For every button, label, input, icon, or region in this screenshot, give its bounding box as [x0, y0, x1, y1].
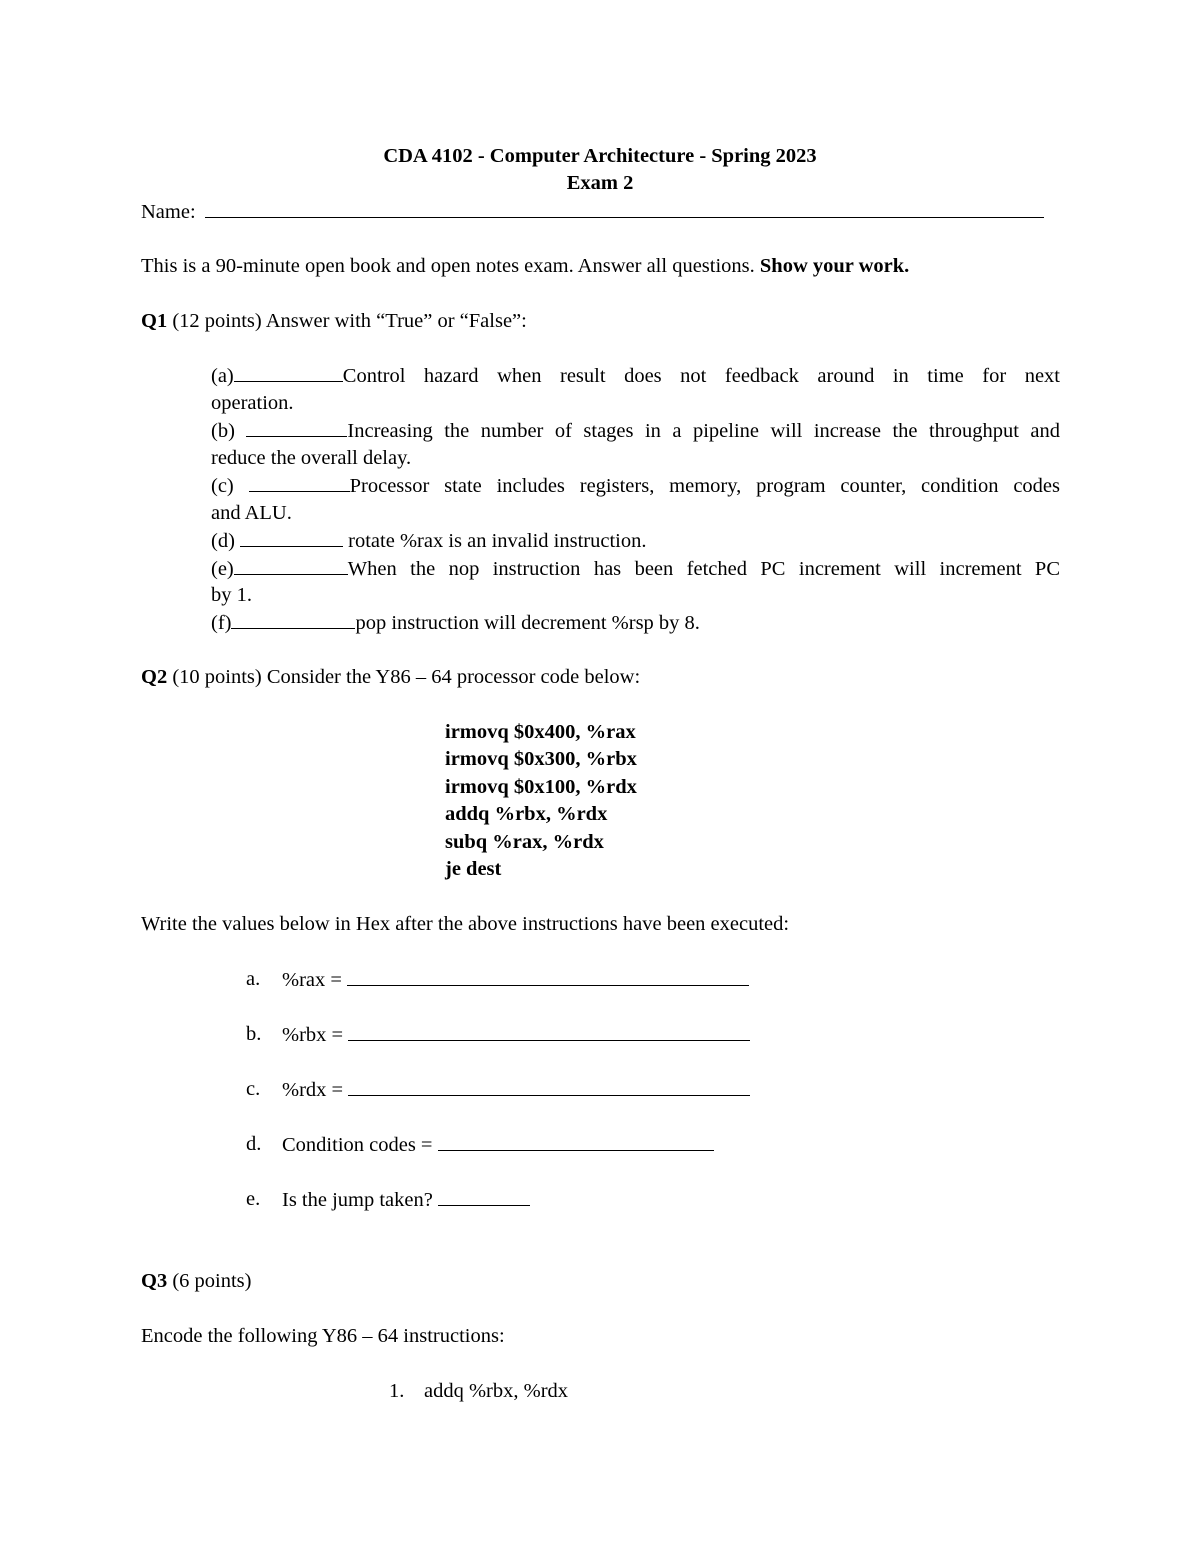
- q2-write-prompt: Write the values below in Hex after the above instructions have been executed:: [141, 913, 790, 935]
- name-label: Name:: [141, 201, 196, 223]
- q1-item-f: [211, 609, 700, 637]
- code-line: irmovq $0x100, %rdx: [445, 776, 637, 798]
- q1-item-marker: (f): [211, 612, 232, 634]
- q1-answer-blank-e[interactable]: [234, 555, 348, 575]
- q1-answer-blank-a[interactable]: [234, 362, 343, 382]
- q2-heading: [141, 664, 640, 691]
- code-line: je dest: [445, 858, 502, 880]
- q2-answer-row: [282, 1131, 714, 1159]
- q1-prompt: (12 points) Answer with “True” or “False”:: [172, 310, 527, 332]
- q2-answer-row: [282, 1076, 750, 1104]
- q3-heading: [141, 1268, 251, 1295]
- code-line: addq %rbx, %rdx: [445, 803, 608, 825]
- q1-item-text: pop instruction will decrement %rsp by 8.: [355, 612, 700, 634]
- q3-label: Q3: [141, 1270, 168, 1292]
- name-row: [141, 198, 1044, 226]
- exam-title: CDA 4102 - Computer Architecture - Spring 2023: [383, 145, 817, 167]
- exam-subtitle: Exam 2: [566, 172, 634, 194]
- q2-answer-label: %rbx =: [282, 1024, 344, 1046]
- rax-answer-field[interactable]: [347, 966, 749, 986]
- q1-heading: [141, 308, 527, 335]
- q1-item-e: [211, 555, 1060, 583]
- q2-answer-marker: b.: [246, 1023, 262, 1045]
- q1-item-c-cont: and ALU.: [211, 502, 292, 524]
- q1-item-c: [211, 472, 1060, 500]
- q1-item-text: Processor state includes registers, memory, program counter, condition codes: [349, 475, 1061, 497]
- q1-item-a: [211, 362, 1060, 390]
- code-line: subq %rax, %rdx: [445, 831, 604, 853]
- q2-answer-row: [282, 1021, 750, 1049]
- q1-item-e-cont: by 1.: [211, 584, 252, 606]
- q1-answer-blank-d[interactable]: [240, 527, 343, 547]
- instructions-text: This is a 90-minute open book and open notes exam. Answer all questions.: [141, 255, 755, 277]
- q1-item-marker: (b): [211, 420, 235, 442]
- q2-answer-marker: e.: [246, 1188, 261, 1210]
- code-line: irmovq $0x400, %rax: [445, 721, 636, 743]
- q1-label: Q1: [141, 310, 168, 332]
- q2-answer-label: %rdx =: [282, 1079, 344, 1101]
- jump-taken-field[interactable]: [438, 1186, 530, 1206]
- rdx-answer-field[interactable]: [348, 1076, 750, 1096]
- q2-answer-label: Condition codes =: [282, 1134, 433, 1156]
- q1-item-marker: (a): [211, 365, 234, 387]
- rbx-answer-field[interactable]: [348, 1021, 750, 1041]
- q2-answer-row: [282, 966, 749, 994]
- q1-item-marker: (c): [211, 475, 234, 497]
- q2-answer-label: Is the jump taken?: [282, 1189, 433, 1211]
- q1-item-a-cont: operation.: [211, 392, 294, 414]
- q2-answer-label: %rax =: [282, 969, 342, 991]
- q1-item-text: Increasing the number of stages in a pipeline will increase the throughput and: [347, 420, 1060, 442]
- q1-item-marker: (d): [211, 530, 235, 552]
- q1-item-marker: (e): [211, 558, 234, 580]
- condition-codes-field[interactable]: [438, 1131, 714, 1151]
- q1-answer-blank-f[interactable]: [231, 609, 355, 629]
- q3-item-text: addq %rbx, %rdx: [424, 1380, 569, 1402]
- instructions: [141, 253, 909, 280]
- q1-answer-blank-c[interactable]: [249, 472, 350, 492]
- q1-item-text: Control hazard when result does not feedback around in time for next: [342, 365, 1060, 387]
- q1-item-b-cont: reduce the overall delay.: [211, 447, 412, 469]
- q3-points: (6 points): [172, 1270, 252, 1292]
- code-line: irmovq $0x300, %rbx: [445, 748, 637, 770]
- name-field[interactable]: [205, 198, 1044, 218]
- q2-answer-row: [282, 1186, 530, 1214]
- q2-answer-marker: d.: [246, 1133, 262, 1155]
- q3-prompt: Encode the following Y86 – 64 instructions:: [141, 1325, 505, 1347]
- q1-item-text: When the nop instruction has been fetched PC increment will increment PC: [347, 558, 1060, 580]
- q1-answer-blank-b[interactable]: [246, 417, 347, 437]
- q2-label: Q2: [141, 666, 168, 688]
- q2-answer-marker: a.: [246, 968, 261, 990]
- q1-item-d: [211, 527, 646, 555]
- q2-answer-marker: c.: [246, 1078, 261, 1100]
- instructions-bold: Show your work.: [759, 255, 910, 277]
- q3-item-marker: 1.: [389, 1380, 405, 1402]
- q2-prompt: (10 points) Consider the Y86 – 64 processor code below:: [172, 666, 641, 688]
- q1-item-text: rotate %rax is an invalid instruction.: [348, 530, 647, 552]
- q1-item-b: [211, 417, 1060, 445]
